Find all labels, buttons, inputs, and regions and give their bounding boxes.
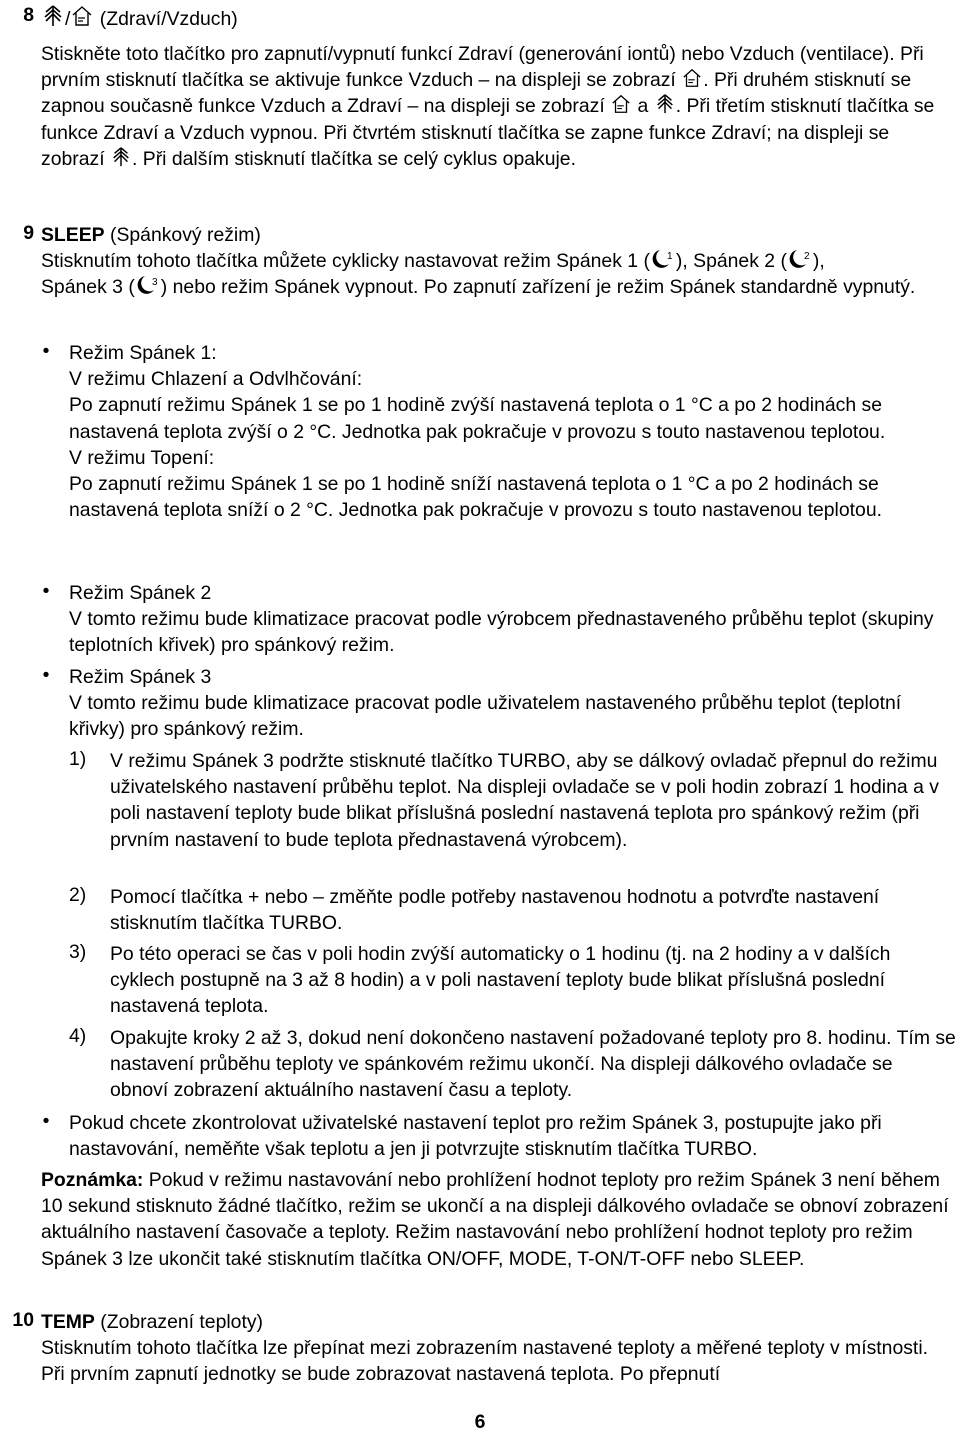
item-9-title-bold: SLEEP — [41, 224, 105, 246]
sleep-2-section — [69, 580, 957, 659]
sleep-moon-icon — [135, 274, 161, 296]
item-9-text-e: ) nebo režim Spánek vypnout. Po zapnutí zařízení je režim Spánek standardně vypnutý. — [160, 276, 916, 299]
item-8-text-a: Stiskněte toto tlačítko pro zapnutí/vypnutí funkcí Zdraví (generování iontů) nebo Vzduch (ventilace). Při prvním stisknutí tlačítka se aktivuje funkce Vzduch – na displeji se zobrazí — [41, 43, 924, 92]
item-8-text-c: . Při třetím stisknutí tlačítka se funkce Zdraví a Vzduch vypnou. Při čtvrtém stisknutí tlačítka se zapne funkce Zdraví; na displeji se zobrazí — [41, 95, 935, 170]
item-number: 9 — [23, 222, 34, 244]
moon-label: 2 — [803, 251, 810, 262]
health-icon — [41, 4, 65, 28]
sleep-moon-icon — [787, 248, 813, 270]
sleep-3-section — [69, 664, 957, 743]
sleep-1-cooling-text: Po zapnutí režimu Spánek 1 se po 1 hodině zvýší nastavená teplota o 1 °C a po 2 hodinách se nastavená teplota zvýší o 2 °C. Jednotka pak pokračuje v provozu s touto nastavenou teplotou. — [69, 394, 886, 443]
item-9-text-b: ), Spánek 2 ( — [675, 250, 787, 272]
item-number: 8 — [23, 4, 34, 26]
sleep-1-section — [69, 340, 957, 523]
item-8-text-and: a — [637, 95, 649, 118]
sleep-1-title: Režim Spánek 1: — [69, 342, 217, 364]
step-text: Po této operaci se čas v poli hodin zvýší automaticky o 1 hodinu (tj. na 2 hodiny a v dalších cyklech postupně na 3 až 8 hodin) a v poli nastavení teploty bude blikat příslušná poslední nastavená teplota. — [110, 943, 891, 1018]
item-10-header — [41, 1309, 956, 1335]
step-number: 2) — [69, 884, 87, 906]
note-text: Pokud v režimu nastavování nebo prohlížení hodnot teploty pro režim Spánek 3 není během 10 sekund stisknuto žádné tlačítko, režim se ukončí a na displeji dálkového ovladače se obnoví zobrazení aktuálního nastavení časovače a teploty. Režim nastavování nebo prohlížení hodnot teploty pro režim Spánek 3 lze ukončit také stisknutím tlačítka ON/OFF, MODE, T-ON/T-OFF nebo SLEEP. — [41, 1169, 949, 1270]
item-8-text-b: . Při druhém stisknutí se zapnou současně funkce Vzduch a Zdraví – na displeji se zobrazí — [41, 69, 912, 118]
health-icon — [110, 146, 132, 168]
note-label: Poznámka: — [41, 1169, 144, 1191]
bullet: • — [42, 1110, 50, 1132]
sleep-1-heating-title: V režimu Topení: — [69, 446, 215, 469]
item-9-text-d: Spánek 3 ( — [41, 276, 135, 299]
item-10-text: Stisknutím tohoto tlačítka lze přepínat mezi zobrazením nastavené teploty a měřené teploty v místnosti. Při prvním zapnutí jednotky se bude zobrazovat nastavená teplota. Po přepnutí — [41, 1337, 929, 1386]
bullet: • — [42, 580, 50, 602]
sleep-3-text: V tomto režimu bude klimatizace pracovat podle uživatelem nastaveného průběhu teplot (teplotní křivky) pro spánkový režim. — [69, 692, 902, 741]
item-8-title-text: (Zdraví/Vzduch) — [99, 8, 238, 30]
bullet: • — [42, 340, 50, 362]
item-9-text-a: Stisknutím tohoto tlačítka můžete cyklicky nastavovat režim Spánek 1 ( — [41, 250, 650, 272]
slash: / — [65, 8, 71, 30]
sleep-2-title: Režim Spánek 2 — [69, 582, 212, 604]
moon-label: 3 — [151, 277, 158, 289]
sleep-3-check-text: Pokud chcete zkontrolovat uživatelské nastavení teplot pro režim Spánek 3, postupujte jako při nastavování, neměňte však teplotu a jen ji potvrzujte stisknutím tlačítka TURBO. — [69, 1112, 882, 1161]
item-9-body — [41, 248, 956, 300]
page-number: 6 — [474, 1411, 486, 1433]
step-text: Pomocí tlačítka + nebo – změňte podle potřeby nastavenou hodnotu a potvrďte nastavení stisknutím tlačítka TURBO. — [110, 886, 880, 935]
item-9-header — [41, 222, 956, 248]
bullet: • — [42, 664, 50, 686]
sleep-2-text: V tomto režimu bude klimatizace pracovat podle výrobcem přednastaveného průběhu teplot (skupiny teplotních křivek) pro spánkový režim. — [69, 608, 934, 657]
step-text: Opakujte kroky 2 až 3, dokud není dokončeno nastavení požadované teploty pro 8. hodinu. Tím se nastavení průběhu teploty ve spánkovém režimu ukončí. Na displeji dálkového ovladače se obnoví zobrazení aktuálního nastavení času a teploty. — [110, 1027, 956, 1102]
item-8-body — [41, 41, 956, 172]
sleep-1-cooling-title: V režimu Chlazení a Odvlhčování: — [69, 368, 363, 391]
step-number: 1) — [69, 748, 87, 770]
item-10-title-rest: (Zobrazení teploty) — [94, 1311, 263, 1333]
sleep-moon-icon — [650, 248, 676, 270]
sleep-3-title: Režim Spánek 3 — [69, 666, 212, 688]
sleep-1-heating-text: Po zapnutí režimu Spánek 1 se po 1 hodině sníží nastavená teplota o 1 °C a po 2 hodinách se nastavená teplota sníží o 2 °C. Jednotka pak pokračuje v provozu s touto nastavenou teplotou. — [69, 473, 882, 522]
step-text: V režimu Spánek 3 podržte stisknuté tlačítko TURBO, aby se dálkový ovladač přepnul do režimu uživatelského nastavení průběhu teplot. Na displeji ovladače se v poli hodin zobrazí 1 hodina a v poli nastavení teploty bude blikat příslušná poslední nastavená teplota pro spánkový režim (při prvním nastavení to bude teplota přednastavená výrobcem). — [110, 750, 939, 851]
note — [41, 1167, 956, 1272]
air-icon — [681, 67, 703, 89]
item-9-text-c: ), — [812, 250, 825, 272]
step-number: 4) — [69, 1025, 87, 1047]
air-icon — [70, 4, 94, 28]
step-number: 3) — [69, 941, 87, 963]
air-icon — [610, 93, 632, 115]
item-10-title-bold: TEMP — [41, 1311, 95, 1333]
health-icon — [654, 93, 676, 115]
moon-label: 1 — [666, 251, 673, 262]
item-8-text-d: . Při dalším stisknutí tlačítka se celý cyklus opakuje. — [131, 147, 576, 170]
item-9-title-rest: (Spánkový režim) — [104, 224, 261, 246]
item-number: 10 — [12, 1309, 34, 1331]
item-8-title — [41, 4, 956, 32]
